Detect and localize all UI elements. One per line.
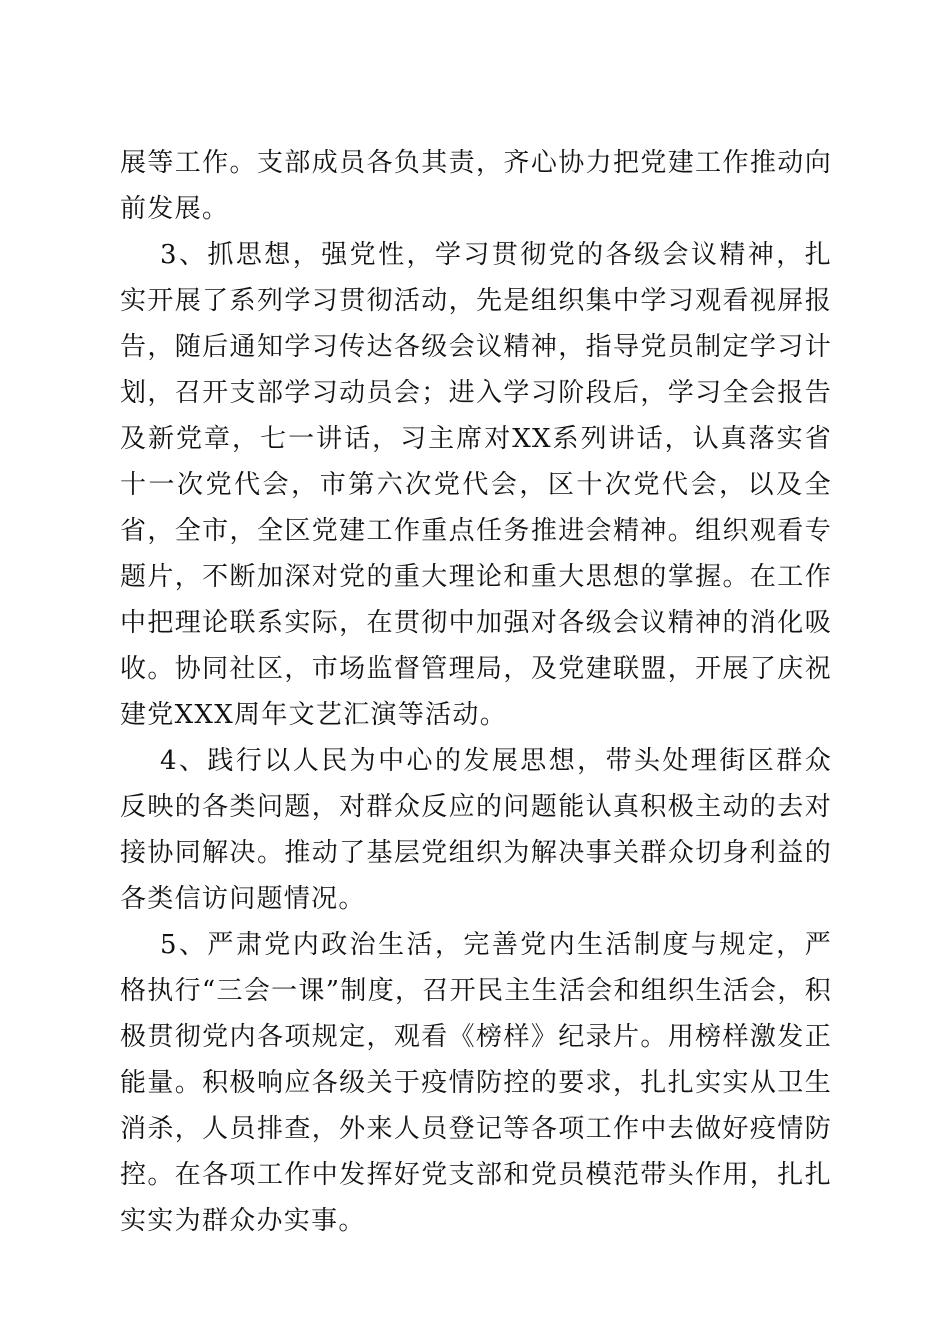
paragraph-continuation: 展等工作。支部成员各负其责，齐心协力把党建工作推动向前发展。 bbox=[120, 148, 832, 224]
paragraph-item-3: 3、抓思想，强党性，学习贯彻党的各级会议精神，扎实开展了系列学习贯彻活动，先是组织集中学习观看视屏报告，随后通知学习传达各级会议精神，指导党员制定学习计划，召开支部学习动员会；进入学习阶段后，学习全会报告及新党章，七一讲话，习主席对XX系列讲话，认真落实省十一次党代会，市第六次党代会，区十次党代会，以及全省，全市，全区党建工作重点任务推进会精神。组织观看专题片，不断加深对党的重大理论和重大思想的掌握。在工作中把理论联系实际，在贯彻中加强对各级会议精神的消化吸收。协同社区，市场监督管理局，及党建联盟，开展了庆祝建党XXX周年文艺汇演等活动。 bbox=[120, 240, 832, 730]
paragraph-item-5: 5、严肃党内政治生活，完善党内生活制度与规定，严格执行“三会一课”制度，召开民主生活会和组织生活会，积极贯彻党内各项规定，观看《榜样》纪录片。用榜样激发正能量。积极响应各级关于疫情防控的要求，扎扎实实从卫生消杀，人员排查，外来人员登记等各项工作中去做好疫情防控。在各项工作中发挥好党支部和党员模范带头作用，扎扎实实为群众办实事。 bbox=[120, 930, 832, 1236]
document-body bbox=[120, 140, 832, 1244]
paragraph-item-4: 4、践行以人民为中心的发展思想，带头处理街区群众反映的各类问题，对群众反应的问题能认真积极主动的去对接协同解决。推动了基层党组织为解决事关群众切身利益的各类信访问题情况。 bbox=[120, 746, 832, 914]
